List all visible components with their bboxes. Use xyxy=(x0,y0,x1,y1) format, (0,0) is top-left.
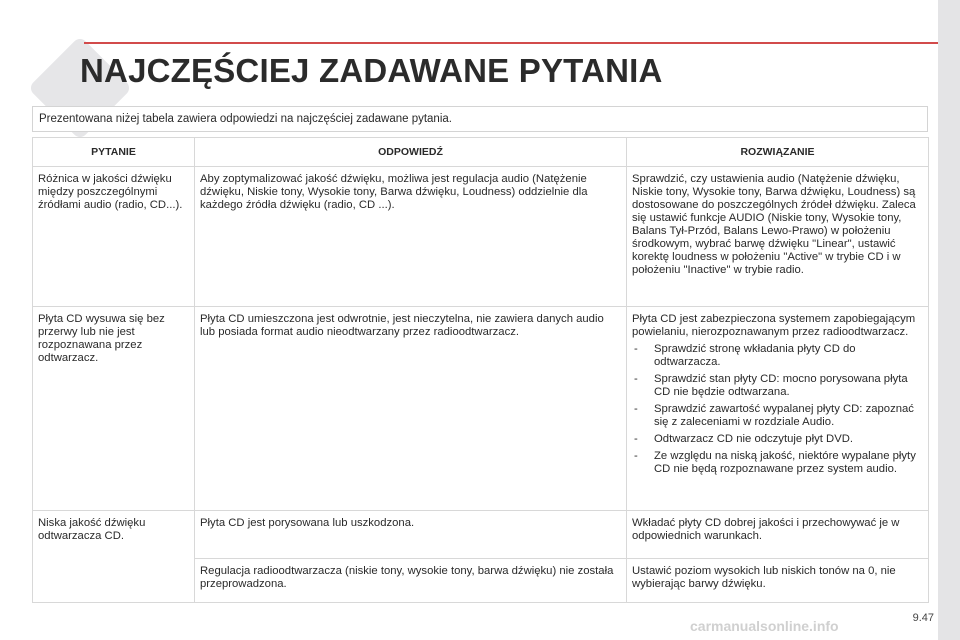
list-item-text: Sprawdzić stan płyty CD: mocno porysowana płyta CD nie będzie odtwarzana. xyxy=(654,373,908,398)
solution-text: Płyta CD jest zabezpieczona systemem zapobiegającym powielaniu, nierozpoznawanym przez radioodtwarzacz. xyxy=(632,313,916,338)
header-accent-line xyxy=(84,42,938,44)
page-number: 9.47 xyxy=(912,612,934,624)
answer-cell: Aby zoptymalizować jakość dźwięku, możliwa jest regulacja audio (Natężenie dźwięku, Niskie tony, Wysokie tony, Barwa dźwięku, Loudness) oddzielnie dla każdego źródła dźwięku (radio, CD ...). xyxy=(195,167,627,307)
intro-text: Prezentowana niżej tabela zawiera odpowiedzi na najczęściej zadawane pytania. xyxy=(32,106,928,132)
list-item xyxy=(632,433,923,446)
solution-list xyxy=(632,343,923,476)
question-cell: Różnica w jakości dźwięku między poszczególnymi źródłami audio (radio, CD...). xyxy=(33,167,195,307)
list-item xyxy=(632,403,923,429)
answer-cell: Płyta CD jest porysowana lub uszkodzona. xyxy=(195,511,627,559)
answer-cell: Regulacja radioodtwarzacza (niskie tony, wysokie tony, barwa dźwięku) nie została przeprowadzona. xyxy=(195,559,627,603)
list-item xyxy=(632,450,923,476)
column-header-question: PYTANIE xyxy=(33,138,195,167)
dash-marker: - xyxy=(634,343,638,355)
list-item xyxy=(632,373,923,399)
dash-marker: - xyxy=(634,403,638,415)
solution-cell: Sprawdzić, czy ustawienia audio (Natężenie dźwięku, Niskie tony, Wysokie tony, Barwa dźwięku, Loudness) są dostosowane do poszczególnych źródeł dźwięku. Zaleca się ustawić funkcje AUDIO (Niskie tony, Wysokie tony, Balans Tył-Przód, Balans Lewo-Prawo) w położeniu środkowym, wybrać barwę dźwięku "Linear", ustawić korektę loudness w położeniu "Active" w trybie CD i w położeniu "Inactive" w trybie radio. xyxy=(627,167,929,307)
answer-cell: Płyta CD umieszczona jest odwrotnie, jest nieczytelna, nie zawiera danych audio lub posiada format audio nieodtwarzany przez radioodtwarzacz. xyxy=(195,307,627,511)
list-item-text: Sprawdzić zawartość wypalanej płyty CD: zapoznać się z zaleceniami w rozdziale Audio. xyxy=(654,403,914,428)
dash-marker: - xyxy=(634,433,638,445)
list-item-text: Odtwarzacz CD nie odczytuje płyt DVD. xyxy=(654,433,854,445)
list-item xyxy=(632,343,923,369)
table-row xyxy=(33,167,929,307)
list-item-text: Ze względu na niską jakość, niektóre wypalane płyty CD nie będą rozpoznawane przez system audio. xyxy=(654,450,916,475)
list-item-text: Sprawdzić stronę wkładania płyty CD do odtwarzacza. xyxy=(654,343,856,368)
dash-marker: - xyxy=(634,450,638,462)
solution-cell: Wkładać płyty CD dobrej jakości i przechowywać je w odpowiednich warunkach. xyxy=(627,511,929,559)
table-header-row xyxy=(33,138,929,167)
solution-cell: Ustawić poziom wysokich lub niskich tonów na 0, nie wybierając barwy dźwięku. xyxy=(627,559,929,603)
page-title: NAJCZĘŚCIEJ ZADAWANE PYTANIA xyxy=(80,52,663,89)
question-cell: Płyta CD wysuwa się bez przerwy lub nie jest rozpoznawana przez odtwarzacz. xyxy=(33,307,195,511)
page-edge-strip xyxy=(938,0,960,640)
watermark: carmanualsonline.info xyxy=(690,618,839,634)
column-header-answer: ODPOWIEDŹ xyxy=(195,138,627,167)
table-row xyxy=(33,307,929,511)
column-header-solution: ROZWIĄZANIE xyxy=(627,138,929,167)
question-cell: Niska jakość dźwięku odtwarzacza CD. xyxy=(33,511,195,603)
solution-cell xyxy=(627,307,929,511)
faq-table xyxy=(32,137,929,603)
table-row xyxy=(33,511,929,559)
dash-marker: - xyxy=(634,373,638,385)
